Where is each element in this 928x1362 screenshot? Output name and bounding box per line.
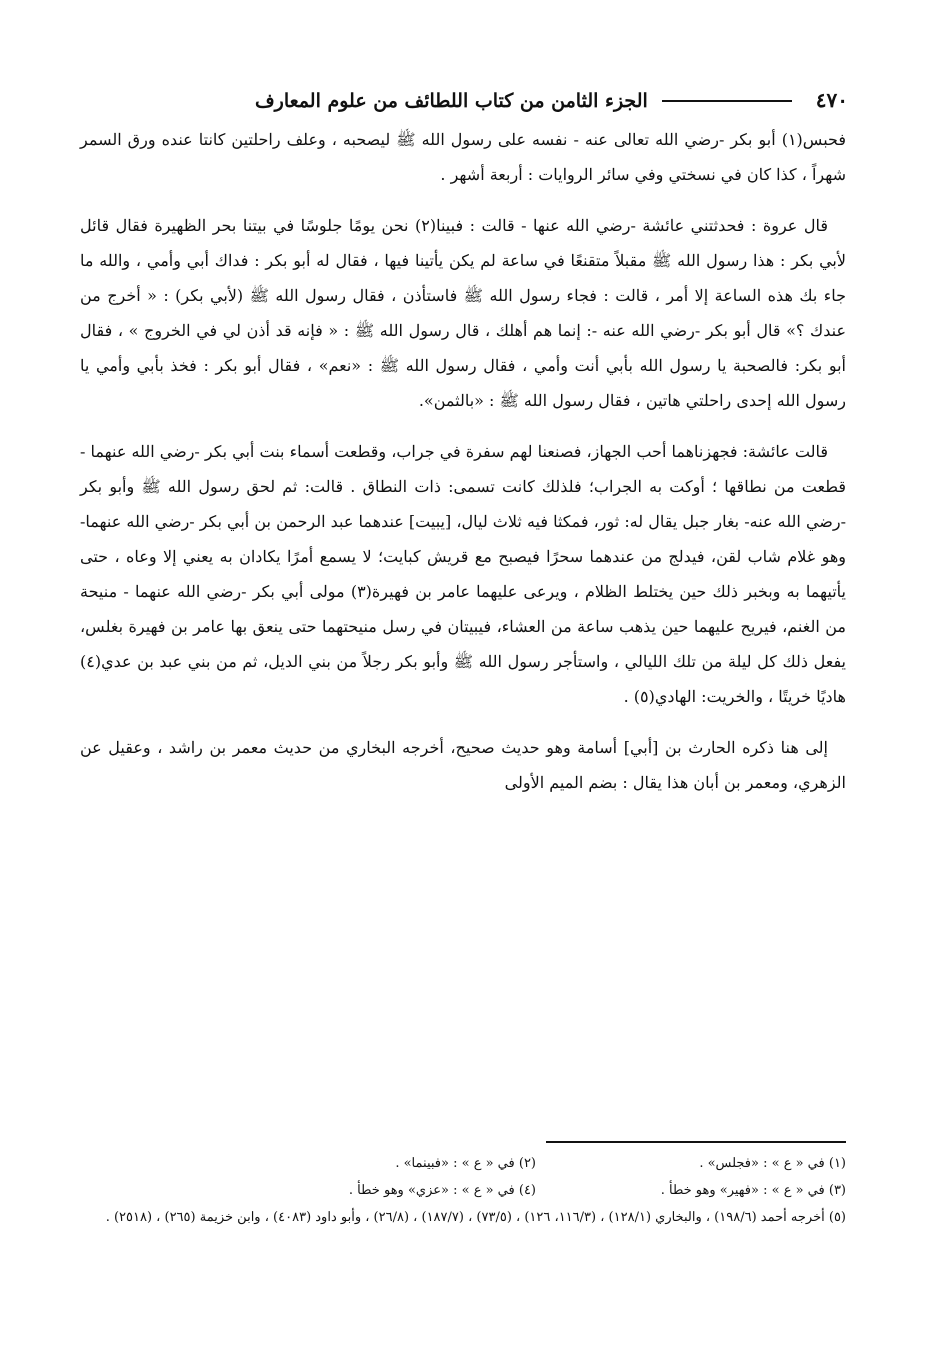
running-title: الجزء الثامن من كتاب اللطائف من علوم المعارف [254, 90, 648, 112]
footnote-row [80, 1150, 846, 1177]
main-text [80, 122, 846, 816]
header-rule [662, 100, 792, 102]
footnote: (٣) في « ع » : «فهير» وهو خطأ . [660, 1183, 846, 1198]
footnote: (١) في « ع » : «فجلس» . [699, 1156, 846, 1171]
footnote-divider [546, 1141, 846, 1143]
paragraph: قالت عائشة: فجهزناهما أحب الجهاز، فصنعنا لهم سفرة في جراب، وقطعت أسماء بنت أبي بكر -رضي الله عنهما - قطعت من نطاقها ؛ أوكت به الجراب؛ فلذلك كانت تسمى: ذات النطاق . قالت: ثم لحق رسول الله ﷺ وأبو بكر -رضي الله عنه- بغار جبل يقال له: ثور، فمكثا فيه ثلاث ليال، [يبيت] عندهما عبد الرحمن بن أبي بكر -رضي الله عنهما- وهو غلام شاب لقن، فيدلج من عندهما سحرًا فيصبح مع قريش كبايت؛ لا يسمع أمرًا يكادان به يعني إلا وعاه ، حتى يأتيهما به وبخبر ذلك حين يختلط الظلام ، ويرعى عليهما عامر بن فهيرة(٣) مولى أبي بكر -رضي الله عنهما - منيحة من الغنم، فيريح عليهما حين يذهب ساعة من العشاء، فيبيتان في رسل منيحتهما حتى ينعق بها عامر بن فهيرة بغلس، يفعل ذلك كل ليلة من تلك الليالي ، واستأجر رسول الله ﷺ وأبو بكر رجلاً من بني الديل، ثم من بني عبد بن عدي(٤) هاديًا خريتًا ، والخريت: الهادي(٥) . [80, 442, 847, 706]
footnote: (٥) أخرجه أحمد (١٩٨/٦) ، والبخاري (١٢٨/١) ، (١١٦/٣، ١٢٦) ، (٧٣/٥) ، (١٨٧/٧) ، (٢٦/٨) ، وأبو داود (٤٠٨٣) ، وابن خزيمة (٢٦٥) ، (٢٥١٨) . [105, 1210, 846, 1225]
footnote: (٤) في « ع » : «عزي» وهو خطأ . [348, 1183, 536, 1198]
footnotes [80, 1150, 846, 1231]
paragraph: إلى هنا ذكره الحارث بن [أبي] أسامة وهو حديث صحيح، أخرجه البخاري من حديث معمر بن راشد ، وعقيل عن الزهري، ومعمر بن أبان هذا يقال : بضم الميم الأولى [80, 738, 846, 792]
footnote: (٢) في « ع » : «فبينما» . [395, 1156, 536, 1171]
paragraph: قال عروة : فحدثتني عائشة -رضي الله عنها - قالت : فبينا(٢) نحن يومًا جلوسًا في بيتنا بحر الظهيرة فقال قائل لأبي بكر : هذا رسول الله ﷺ مقبلاً متقنعًا في ساعة لم يكن يأتينا فيها ، فقال له أبو بكر : فداك أبي وأمي ، والله ما جاء بك هذه الساعة إلا أمر ، قالت : فجاء رسول الله ﷺ فاستأذن ، فقال رسول الله ﷺ (لأبي بكر) : « أخرج من عندك ؟» قال أبو بكر -رضي الله عنه -: إنما هم أهلك ، قال رسول الله ﷺ : « فإنه قد أذن لي في الخروج » ، فقال أبو بكر: فالصحبة يا رسول الله بأبي أنت وأمي ، فقال رسول الله ﷺ : «نعم» ، فقال أبو بكر : فخذ بأبي وأمي يا رسول الله إحدى راحلتي هاتين ، فقال رسول الله ﷺ : «بالثمن». [80, 216, 846, 410]
page-header [78, 72, 848, 112]
footnote-row [80, 1177, 846, 1204]
page-number: ٤٧٠ [815, 88, 848, 112]
paragraph: فحبس(١) أبو بكر -رضي الله تعالى عنه - نفسه على رسول الله ﷺ ليصحبه ، وعلف راحلتين كانتا عنده ورق السمر شهراً ، كذا كان في نسختي وفي سائر الروايات : أربعة أشهر . [80, 130, 846, 184]
